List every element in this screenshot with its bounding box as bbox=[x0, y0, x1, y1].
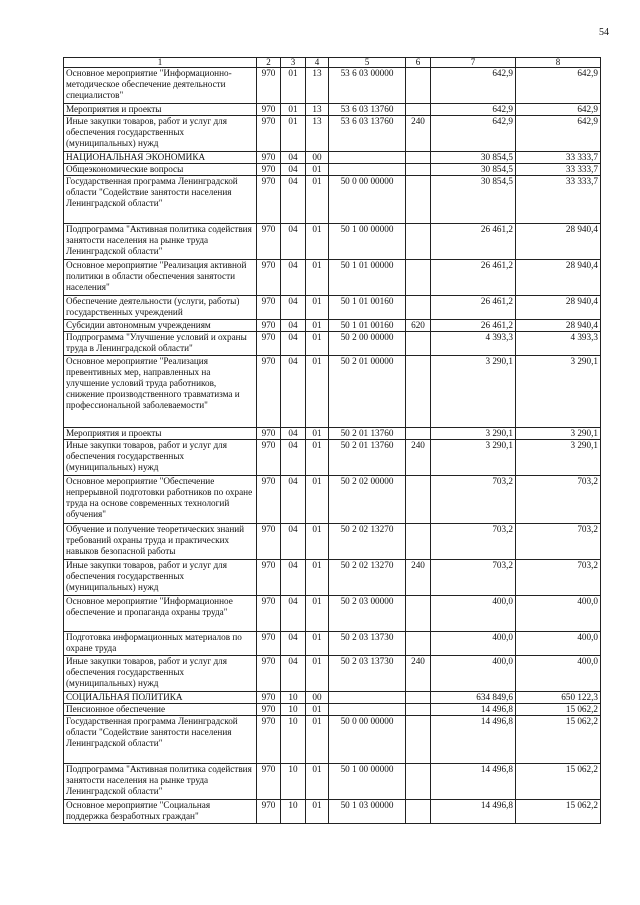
row-amount-year1: 400,0 bbox=[431, 656, 516, 692]
row-name: Основное мероприятие "Информационное обеспечение и пропаганда охраны труда" bbox=[64, 596, 257, 632]
table-row bbox=[64, 476, 601, 524]
row-expense-type bbox=[406, 716, 431, 764]
row-section: 04 bbox=[281, 356, 306, 428]
row-grbs: 970 bbox=[257, 656, 281, 692]
row-section: 10 bbox=[281, 692, 306, 704]
row-name: Мероприятия и проекты bbox=[64, 428, 257, 440]
table-row bbox=[64, 596, 601, 632]
row-grbs: 970 bbox=[257, 332, 281, 356]
row-amount-year1: 30 854,5 bbox=[431, 164, 516, 176]
row-section: 04 bbox=[281, 656, 306, 692]
row-amount-year2: 28 940,4 bbox=[516, 320, 601, 332]
row-subsection: 01 bbox=[306, 332, 329, 356]
row-expense-type bbox=[406, 524, 431, 560]
row-section: 01 bbox=[281, 104, 306, 116]
row-name: Обеспечение деятельности (услуги, работы) государственных учреждений bbox=[64, 296, 257, 320]
row-grbs: 970 bbox=[257, 428, 281, 440]
row-target-article bbox=[329, 164, 406, 176]
row-name: Иные закупки товаров, работ и услуг для обеспечения государственных (муниципальных) нужд bbox=[64, 656, 257, 692]
row-target-article: 50 2 00 00000 bbox=[329, 332, 406, 356]
row-name: Пенсионное обеспечение bbox=[64, 704, 257, 716]
table-row bbox=[64, 164, 601, 176]
row-expense-type bbox=[406, 332, 431, 356]
row-amount-year2: 33 333,7 bbox=[516, 176, 601, 224]
row-subsection: 01 bbox=[306, 596, 329, 632]
row-subsection: 01 bbox=[306, 560, 329, 596]
row-subsection: 13 bbox=[306, 116, 329, 152]
row-amount-year1: 26 461,2 bbox=[431, 296, 516, 320]
row-section: 04 bbox=[281, 332, 306, 356]
header-cell: 3 bbox=[281, 58, 306, 68]
header-cell: 4 bbox=[306, 58, 329, 68]
row-target-article: 53 6 03 00000 bbox=[329, 68, 406, 104]
row-amount-year1: 14 496,8 bbox=[431, 704, 516, 716]
row-name: Подготовка информационных материалов по охране труда bbox=[64, 632, 257, 656]
row-grbs: 970 bbox=[257, 320, 281, 332]
row-target-article: 50 2 02 13270 bbox=[329, 560, 406, 596]
row-expense-type bbox=[406, 164, 431, 176]
table-row bbox=[64, 332, 601, 356]
row-expense-type bbox=[406, 68, 431, 104]
row-expense-type: 240 bbox=[406, 656, 431, 692]
table-row bbox=[64, 524, 601, 560]
row-grbs: 970 bbox=[257, 596, 281, 632]
row-subsection: 01 bbox=[306, 632, 329, 656]
row-grbs: 970 bbox=[257, 692, 281, 704]
row-amount-year2: 650 122,3 bbox=[516, 692, 601, 704]
table-row bbox=[64, 176, 601, 224]
row-amount-year1: 26 461,2 bbox=[431, 224, 516, 260]
row-amount-year1: 3 290,1 bbox=[431, 428, 516, 440]
row-grbs: 970 bbox=[257, 632, 281, 656]
table-row bbox=[64, 152, 601, 164]
row-expense-type bbox=[406, 704, 431, 716]
row-section: 10 bbox=[281, 764, 306, 800]
row-amount-year2: 4 393,3 bbox=[516, 332, 601, 356]
header-cell: 6 bbox=[406, 58, 431, 68]
row-amount-year1: 14 496,8 bbox=[431, 764, 516, 800]
row-grbs: 970 bbox=[257, 704, 281, 716]
row-subsection: 00 bbox=[306, 152, 329, 164]
row-name: НАЦИОНАЛЬНАЯ ЭКОНОМИКА bbox=[64, 152, 257, 164]
table-row bbox=[64, 320, 601, 332]
row-subsection: 01 bbox=[306, 176, 329, 224]
budget-table bbox=[63, 57, 601, 824]
row-section: 04 bbox=[281, 476, 306, 524]
row-section: 10 bbox=[281, 716, 306, 764]
row-amount-year2: 28 940,4 bbox=[516, 260, 601, 296]
row-subsection: 01 bbox=[306, 716, 329, 764]
row-name: Государственная программа Ленинградской области "Содействие занятости населения Ленинградской области" bbox=[64, 176, 257, 224]
row-grbs: 970 bbox=[257, 716, 281, 764]
row-subsection: 01 bbox=[306, 164, 329, 176]
row-amount-year2: 400,0 bbox=[516, 632, 601, 656]
row-target-article: 50 1 00 00000 bbox=[329, 224, 406, 260]
table-row bbox=[64, 632, 601, 656]
row-subsection: 01 bbox=[306, 296, 329, 320]
row-expense-type bbox=[406, 800, 431, 824]
row-target-article: 50 0 00 00000 bbox=[329, 716, 406, 764]
row-name: Государственная программа Ленинградской области "Содействие занятости населения Ленинградской области" bbox=[64, 716, 257, 764]
row-grbs: 970 bbox=[257, 356, 281, 428]
row-section: 04 bbox=[281, 320, 306, 332]
row-target-article: 50 2 02 13270 bbox=[329, 524, 406, 560]
row-grbs: 970 bbox=[257, 152, 281, 164]
table-header-row bbox=[64, 58, 601, 68]
row-grbs: 970 bbox=[257, 764, 281, 800]
header-cell: 8 bbox=[516, 58, 601, 68]
row-target-article: 50 1 01 00160 bbox=[329, 296, 406, 320]
row-name: Субсидии автономным учреждениям bbox=[64, 320, 257, 332]
row-amount-year1: 26 461,2 bbox=[431, 260, 516, 296]
page-number: 54 bbox=[599, 27, 609, 38]
row-amount-year1: 30 854,5 bbox=[431, 152, 516, 164]
row-target-article bbox=[329, 152, 406, 164]
row-target-article bbox=[329, 692, 406, 704]
row-amount-year2: 703,2 bbox=[516, 560, 601, 596]
row-section: 10 bbox=[281, 704, 306, 716]
row-name: Подпрограмма "Активная политика содействия занятости населения на рынке труда Ленинградской области" bbox=[64, 224, 257, 260]
row-expense-type bbox=[406, 152, 431, 164]
row-section: 04 bbox=[281, 260, 306, 296]
row-name: Подпрограмма "Улучшение условий и охраны труда в Ленинградской области" bbox=[64, 332, 257, 356]
row-grbs: 970 bbox=[257, 176, 281, 224]
row-target-article: 50 1 03 00000 bbox=[329, 800, 406, 824]
row-expense-type: 240 bbox=[406, 440, 431, 476]
row-expense-type bbox=[406, 260, 431, 296]
row-grbs: 970 bbox=[257, 104, 281, 116]
table-row bbox=[64, 68, 601, 104]
row-subsection: 01 bbox=[306, 440, 329, 476]
row-target-article: 50 2 01 00000 bbox=[329, 356, 406, 428]
row-name: Иные закупки товаров, работ и услуг для обеспечения государственных (муниципальных) нужд bbox=[64, 560, 257, 596]
row-grbs: 970 bbox=[257, 68, 281, 104]
row-expense-type bbox=[406, 428, 431, 440]
row-amount-year2: 703,2 bbox=[516, 476, 601, 524]
row-name: Основное мероприятие "Реализация активной политики в области обеспечения занятости населения" bbox=[64, 260, 257, 296]
row-grbs: 970 bbox=[257, 524, 281, 560]
row-subsection: 01 bbox=[306, 428, 329, 440]
table-row bbox=[64, 116, 601, 152]
row-grbs: 970 bbox=[257, 296, 281, 320]
row-subsection: 01 bbox=[306, 224, 329, 260]
row-target-article: 50 0 00 00000 bbox=[329, 176, 406, 224]
table-row bbox=[64, 704, 601, 716]
row-expense-type: 620 bbox=[406, 320, 431, 332]
row-section: 04 bbox=[281, 176, 306, 224]
row-section: 04 bbox=[281, 152, 306, 164]
row-expense-type bbox=[406, 476, 431, 524]
row-grbs: 970 bbox=[257, 164, 281, 176]
row-amount-year1: 3 290,1 bbox=[431, 440, 516, 476]
row-amount-year2: 33 333,7 bbox=[516, 164, 601, 176]
row-expense-type bbox=[406, 356, 431, 428]
row-amount-year1: 3 290,1 bbox=[431, 356, 516, 428]
table-row bbox=[64, 224, 601, 260]
row-section: 04 bbox=[281, 596, 306, 632]
row-target-article bbox=[329, 704, 406, 716]
row-grbs: 970 bbox=[257, 260, 281, 296]
row-expense-type bbox=[406, 764, 431, 800]
row-subsection: 01 bbox=[306, 656, 329, 692]
row-target-article: 50 2 03 13730 bbox=[329, 656, 406, 692]
row-amount-year1: 400,0 bbox=[431, 596, 516, 632]
row-grbs: 970 bbox=[257, 476, 281, 524]
row-section: 04 bbox=[281, 224, 306, 260]
row-grbs: 970 bbox=[257, 224, 281, 260]
row-target-article: 50 1 01 00000 bbox=[329, 260, 406, 296]
row-amount-year1: 642,9 bbox=[431, 68, 516, 104]
row-subsection: 00 bbox=[306, 692, 329, 704]
header-cell: 7 bbox=[431, 58, 516, 68]
row-amount-year2: 15 062,2 bbox=[516, 764, 601, 800]
row-amount-year1: 14 496,8 bbox=[431, 800, 516, 824]
table-row bbox=[64, 560, 601, 596]
row-subsection: 01 bbox=[306, 704, 329, 716]
row-section: 04 bbox=[281, 296, 306, 320]
row-subsection: 01 bbox=[306, 320, 329, 332]
row-amount-year2: 400,0 bbox=[516, 596, 601, 632]
row-section: 04 bbox=[281, 440, 306, 476]
row-amount-year1: 26 461,2 bbox=[431, 320, 516, 332]
table-row bbox=[64, 296, 601, 320]
row-grbs: 970 bbox=[257, 560, 281, 596]
header-cell: 5 bbox=[329, 58, 406, 68]
table-row bbox=[64, 356, 601, 428]
row-amount-year2: 3 290,1 bbox=[516, 428, 601, 440]
row-name: Основное мероприятие "Социальная поддержка безработных граждан" bbox=[64, 800, 257, 824]
row-amount-year2: 33 333,7 bbox=[516, 152, 601, 164]
row-amount-year1: 703,2 bbox=[431, 476, 516, 524]
row-section: 04 bbox=[281, 524, 306, 560]
row-name: Основное мероприятие "Реализация превентивных мер, направленных на улучшение условий труда работников, снижение производственного травматизма и профессиональной заболеваемости" bbox=[64, 356, 257, 428]
row-amount-year1: 400,0 bbox=[431, 632, 516, 656]
row-name: Основное мероприятие "Обеспечение непрерывной подготовки работников по охране труда на основе современных технологий обучения" bbox=[64, 476, 257, 524]
row-name: Подпрограмма "Активная политика содействия занятости населения на рынке труда Ленинградской области" bbox=[64, 764, 257, 800]
table-row bbox=[64, 656, 601, 692]
row-grbs: 970 bbox=[257, 800, 281, 824]
row-name: Обучение и получение теоретических знаний требований охраны труда и практических навыков безопасной работы bbox=[64, 524, 257, 560]
row-section: 10 bbox=[281, 800, 306, 824]
table-row bbox=[64, 800, 601, 824]
row-amount-year2: 642,9 bbox=[516, 116, 601, 152]
table-row bbox=[64, 260, 601, 296]
row-section: 04 bbox=[281, 428, 306, 440]
row-amount-year2: 28 940,4 bbox=[516, 296, 601, 320]
row-name: Иные закупки товаров, работ и услуг для обеспечения государственных (муниципальных) нужд bbox=[64, 440, 257, 476]
row-section: 01 bbox=[281, 68, 306, 104]
header-cell: 2 bbox=[257, 58, 281, 68]
row-section: 04 bbox=[281, 164, 306, 176]
row-name: СОЦИАЛЬНАЯ ПОЛИТИКА bbox=[64, 692, 257, 704]
row-subsection: 01 bbox=[306, 524, 329, 560]
table-row bbox=[64, 716, 601, 764]
row-target-article: 50 2 01 13760 bbox=[329, 428, 406, 440]
row-amount-year2: 3 290,1 bbox=[516, 356, 601, 428]
row-amount-year2: 642,9 bbox=[516, 104, 601, 116]
row-target-article: 50 1 00 00000 bbox=[329, 764, 406, 800]
row-target-article: 50 1 01 00160 bbox=[329, 320, 406, 332]
row-expense-type bbox=[406, 596, 431, 632]
row-amount-year1: 703,2 bbox=[431, 560, 516, 596]
row-amount-year2: 703,2 bbox=[516, 524, 601, 560]
row-expense-type bbox=[406, 176, 431, 224]
row-subsection: 01 bbox=[306, 764, 329, 800]
row-amount-year2: 3 290,1 bbox=[516, 440, 601, 476]
row-amount-year1: 4 393,3 bbox=[431, 332, 516, 356]
table-row bbox=[64, 428, 601, 440]
row-section: 01 bbox=[281, 116, 306, 152]
row-amount-year2: 15 062,2 bbox=[516, 704, 601, 716]
row-subsection: 01 bbox=[306, 260, 329, 296]
row-amount-year2: 642,9 bbox=[516, 68, 601, 104]
row-name: Мероприятия и проекты bbox=[64, 104, 257, 116]
row-amount-year2: 28 940,4 bbox=[516, 224, 601, 260]
row-subsection: 01 bbox=[306, 356, 329, 428]
row-amount-year2: 400,0 bbox=[516, 656, 601, 692]
row-amount-year1: 14 496,8 bbox=[431, 716, 516, 764]
row-target-article: 50 2 03 13730 bbox=[329, 632, 406, 656]
row-section: 04 bbox=[281, 632, 306, 656]
row-expense-type: 240 bbox=[406, 116, 431, 152]
row-target-article: 53 6 03 13760 bbox=[329, 104, 406, 116]
row-amount-year1: 642,9 bbox=[431, 104, 516, 116]
row-expense-type: 240 bbox=[406, 560, 431, 596]
row-subsection: 01 bbox=[306, 476, 329, 524]
row-amount-year1: 642,9 bbox=[431, 116, 516, 152]
row-amount-year1: 634 849,6 bbox=[431, 692, 516, 704]
row-target-article: 50 2 01 13760 bbox=[329, 440, 406, 476]
row-name: Иные закупки товаров, работ и услуг для обеспечения государственных (муниципальных) нужд bbox=[64, 116, 257, 152]
table-row bbox=[64, 440, 601, 476]
row-subsection: 13 bbox=[306, 68, 329, 104]
row-subsection: 01 bbox=[306, 800, 329, 824]
row-expense-type bbox=[406, 296, 431, 320]
row-amount-year1: 703,2 bbox=[431, 524, 516, 560]
table-row bbox=[64, 764, 601, 800]
row-name: Основное мероприятие "Информационно-методическое обеспечение деятельности специалистов" bbox=[64, 68, 257, 104]
table-row bbox=[64, 104, 601, 116]
row-name: Общеэкономические вопросы bbox=[64, 164, 257, 176]
row-amount-year2: 15 062,2 bbox=[516, 716, 601, 764]
row-expense-type bbox=[406, 224, 431, 260]
row-subsection: 13 bbox=[306, 104, 329, 116]
row-grbs: 970 bbox=[257, 440, 281, 476]
row-amount-year2: 15 062,2 bbox=[516, 800, 601, 824]
row-target-article: 53 6 03 13760 bbox=[329, 116, 406, 152]
row-amount-year1: 30 854,5 bbox=[431, 176, 516, 224]
table-row bbox=[64, 692, 601, 704]
header-cell: 1 bbox=[64, 58, 257, 68]
row-section: 04 bbox=[281, 560, 306, 596]
row-target-article: 50 2 03 00000 bbox=[329, 596, 406, 632]
row-expense-type bbox=[406, 632, 431, 656]
row-expense-type bbox=[406, 692, 431, 704]
row-grbs: 970 bbox=[257, 116, 281, 152]
row-expense-type bbox=[406, 104, 431, 116]
row-target-article: 50 2 02 00000 bbox=[329, 476, 406, 524]
